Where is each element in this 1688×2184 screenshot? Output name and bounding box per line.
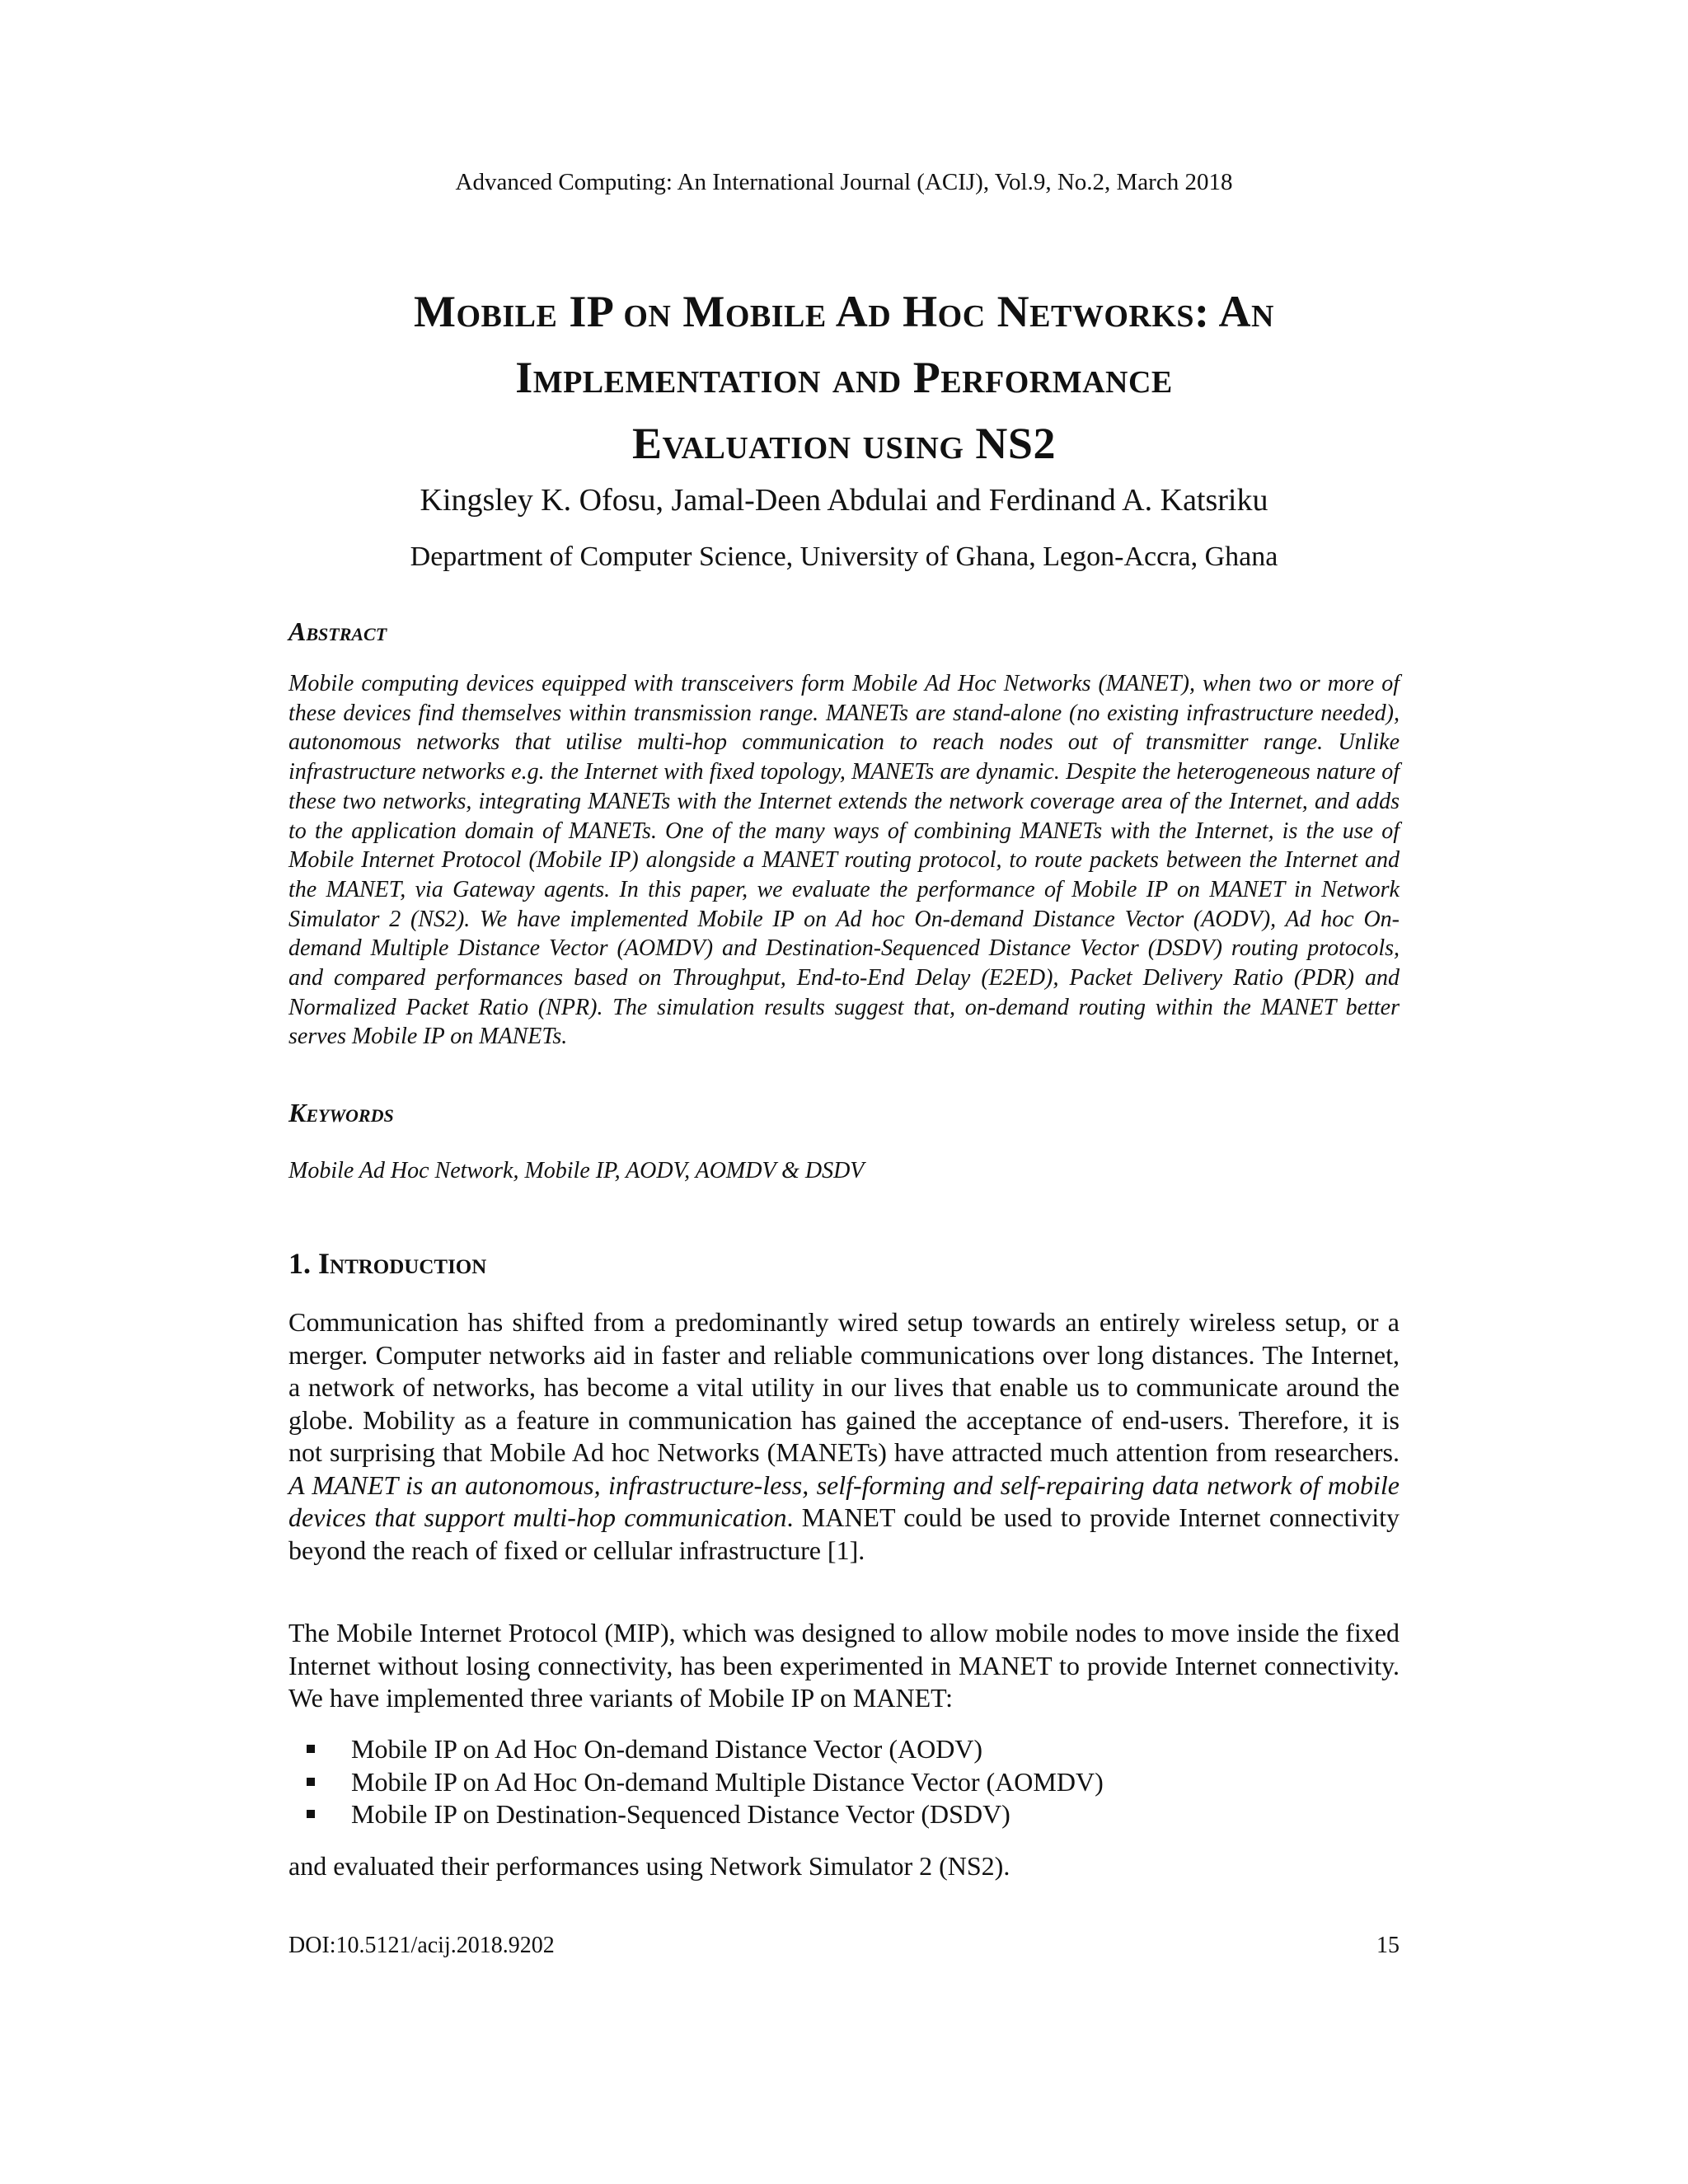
keywords-heading: Keywords — [288, 1098, 394, 1127]
abstract-heading: Abstract — [288, 616, 387, 646]
keywords-text: Mobile Ad Hoc Network, Mobile IP, AODV, AOMDV & DSDV — [288, 1158, 865, 1183]
introduction-paragraph-2: The Mobile Internet Protocol (MIP), which was designed to allow mobile nodes to move inside the fixed Internet without losing connectivity, has been experimented in MANET to provide Internet connectivity. We have implemented three variants of Mobile IP on MANET: — [288, 1618, 1400, 1713]
introduction-heading: 1. Introduction — [288, 1247, 487, 1280]
page-number: 15 — [1376, 1933, 1400, 1958]
list-item — [307, 1766, 1378, 1799]
square-bullet-icon — [307, 1778, 315, 1786]
title-line-1: Mobile IP on Mobile Ad Hoc Networks: An — [413, 287, 1274, 336]
square-bullet-icon — [307, 1745, 315, 1753]
intro-p1-manet-definition: A MANET is an autonomous, infrastructure-less, self-forming and self-repairing data network of mobile devices that support multi-hop communication — [288, 1469, 1400, 1532]
list-item — [307, 1733, 1378, 1766]
title-line-3: Evaluation using NS2 — [632, 419, 1056, 468]
footer-doi: DOI:10.5121/acij.2018.9202 — [288, 1933, 555, 1958]
list-item-text: Mobile IP on Ad Hoc On-demand Distance Vector (AODV) — [351, 1734, 983, 1764]
introduction-paragraph-1 — [288, 1306, 1400, 1567]
paper-title — [247, 279, 1441, 476]
title-line-2: Implementation and Performance — [515, 353, 1173, 402]
abstract-text: Mobile computing devices equipped with transceivers form Mobile Ad Hoc Networks (MANET), when two or more of these devices find themselves within transmission range. MANETs are stand-alone (no existing infrastructure needed), autonomous networks that utilise multi-hop communication to reach nodes out of transmitter range. Unlike infrastructure networks e.g. the Internet with fixed topology, MANETs are dynamic. Despite the heterogeneous nature of these two networks, integrating MANETs with the Internet extends the network coverage area of the Internet, and adds to the application domain of MANETs. One of the many ways of combining MANETs with the Internet, is the use of Mobile Internet Protocol (Mobile IP) alongside a MANET routing protocol, to route packets between the Internet and the MANET, via Gateway agents. In this paper, we evaluate the performance of Mobile IP on MANET in Network Simulator 2 (NS2). We have implemented Mobile IP on Ad hoc On-demand Distance Vector (AODV), Ad hoc On-demand Multiple Distance Vector (AOMDV) and Destination-Sequenced Distance Vector (DSDV) routing protocols, and compared performances based on Throughput, End-to-End Delay (E2ED), Packet Delivery Ratio (PDR) and Normalized Packet Ratio (NPR). The simulation results suggest that, on-demand routing within the MANET better serves Mobile IP on MANETs. — [288, 671, 1400, 1050]
running-header: Advanced Computing: An International Journal (ACIJ), Vol.9, No.2, March 2018 — [455, 169, 1233, 195]
list-item — [307, 1798, 1378, 1831]
introduction-paragraph-3: and evaluated their performances using Network Simulator 2 (NS2). — [288, 1851, 1010, 1881]
list-item-text: Mobile IP on Destination-Sequenced Distance Vector (DSDV) — [351, 1799, 1010, 1829]
list-item-text: Mobile IP on Ad Hoc On-demand Multiple Distance Vector (AOMDV) — [351, 1766, 1104, 1797]
intro-p1-text-b: . MANET could be used to provide Internet connectivity beyond the reach of fixed or cellular infrastructure [1]. — [288, 1502, 1400, 1565]
intro-p1-text-a: Communication has shifted from a predominantly wired setup towards an entirely wireless setup, or a merger. Computer networks aid in faster and reliable communications over long distances. The Internet, a network of networks, has become a vital utility in our lives that enable us to communicate around the globe. Mobility as a feature in communication has gained the acceptance of end-users. Therefore, it is not surprising that Mobile Ad hoc Networks (MANETs) have attracted much attention from researchers. — [288, 1307, 1400, 1467]
authors: Kingsley K. Ofosu, Jamal-Deen Abdulai and Ferdinand A. Katsriku — [420, 483, 1268, 518]
variants-list — [307, 1733, 1378, 1831]
square-bullet-icon — [307, 1810, 315, 1818]
affiliation: Department of Computer Science, University of Ghana, Legon-Accra, Ghana — [410, 541, 1278, 572]
